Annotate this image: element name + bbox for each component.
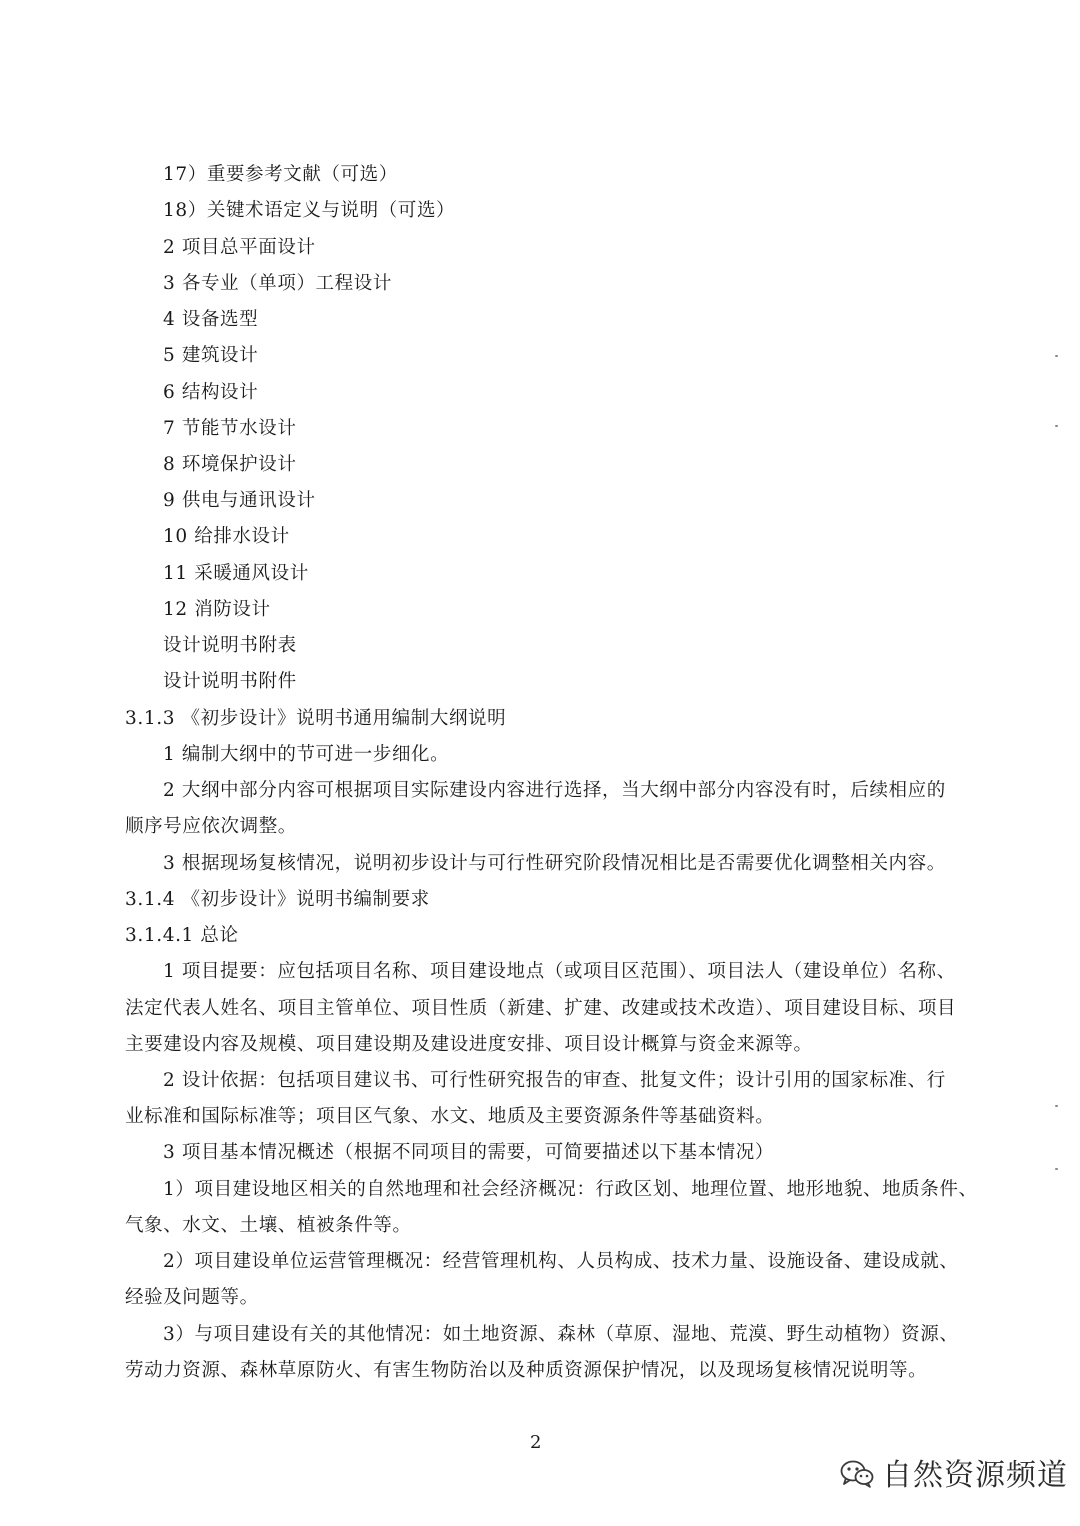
paragraph: 2 大纲中部分内容可根据项目实际建设内容进行选择，当大纲中部分内容没有时，后续相应的	[163, 780, 946, 801]
outline-item-2: 2 项目总平面设计	[163, 237, 316, 258]
paragraph-continuation: 经验及问题等。	[125, 1287, 259, 1308]
paragraph: 1 项目提要：应包括项目名称、项目建设地点（或项目区范围）、项目法人（建设单位）名称、	[163, 961, 956, 982]
outline-item-12: 12 消防设计	[163, 599, 271, 620]
outline-item-10: 10 给排水设计	[163, 526, 290, 547]
watermark	[840, 1458, 1068, 1494]
outline-item-5: 5 建筑设计	[163, 345, 259, 366]
scan-speck	[1055, 1168, 1058, 1170]
paragraph: 3 根据现场复核情况，说明初步设计与可行性研究阶段情况相比是否需要优化调整相关内容。	[163, 853, 946, 874]
outline-item-9: 9 供电与通讯设计	[163, 490, 316, 511]
page-number: 2	[530, 1432, 542, 1453]
section-heading-3-1-4: 3.1.4 《初步设计》说明书编制要求	[125, 889, 430, 910]
outline-item-18: 18）关键术语定义与说明（可选）	[163, 200, 456, 221]
section-heading-3-1-3: 3.1.3 《初步设计》说明书通用编制大纲说明	[125, 708, 507, 729]
paragraph-continuation: 主要建设内容及规模、项目建设期及建设进度安排、项目设计概算与资金来源等。	[125, 1034, 813, 1055]
outline-item-appendix-tables: 设计说明书附表	[163, 635, 297, 656]
outline-item-3: 3 各专业（单项）工程设计	[163, 273, 392, 294]
scan-speck	[1055, 425, 1058, 427]
scan-speck	[1055, 355, 1058, 357]
subsection-heading-3-1-4-1: 3.1.4.1 总论	[125, 925, 239, 946]
paragraph: 2）项目建设单位运营管理概况：经营管理机构、人员构成、技术力量、设施设备、建设成就、	[163, 1251, 959, 1272]
paragraph-continuation: 顺序号应依次调整。	[125, 816, 297, 837]
paragraph-continuation: 气象、水文、土壤、植被条件等。	[125, 1215, 412, 1236]
paragraph-continuation: 劳动力资源、森林草原防火、有害生物防治以及种质资源保护情况，以及现场复核情况说明等。	[125, 1360, 928, 1381]
watermark-text: 自然资源频道	[882, 1458, 1068, 1493]
outline-item-appendix-attachments: 设计说明书附件	[163, 671, 297, 692]
paragraph: 1）项目建设地区相关的自然地理和社会经济概况：行政区划、地理位置、地形地貌、地质条件、	[163, 1179, 978, 1200]
paragraph-continuation: 业标准和国际标准等；项目区气象、水文、地质及主要资源条件等基础资料。	[125, 1106, 775, 1127]
wechat-icon	[840, 1460, 874, 1492]
outline-item-4: 4 设备选型	[163, 309, 259, 330]
outline-item-17: 17）重要参考文献（可选）	[163, 164, 398, 185]
outline-item-8: 8 环境保护设计	[163, 454, 297, 475]
outline-item-11: 11 采暖通风设计	[163, 563, 309, 584]
paragraph-continuation: 法定代表人姓名、项目主管单位、项目性质（新建、扩建、改建或技术改造）、项目建设目标、项目	[125, 998, 957, 1019]
scan-speck	[1055, 1105, 1058, 1107]
paragraph: 1 编制大纲中的节可进一步细化。	[163, 744, 450, 765]
outline-item-7: 7 节能节水设计	[163, 418, 297, 439]
paragraph: 3 项目基本情况概述（根据不同项目的需要，可简要描述以下基本情况）	[163, 1142, 774, 1163]
outline-item-6: 6 结构设计	[163, 382, 259, 403]
paragraph: 2 设计依据：包括项目建议书、可行性研究报告的审查、批复文件；设计引用的国家标准、行	[163, 1070, 946, 1091]
paragraph: 3）与项目建设有关的其他情况：如土地资源、森林（草原、湿地、荒漠、野生动植物）资源、	[163, 1324, 959, 1345]
